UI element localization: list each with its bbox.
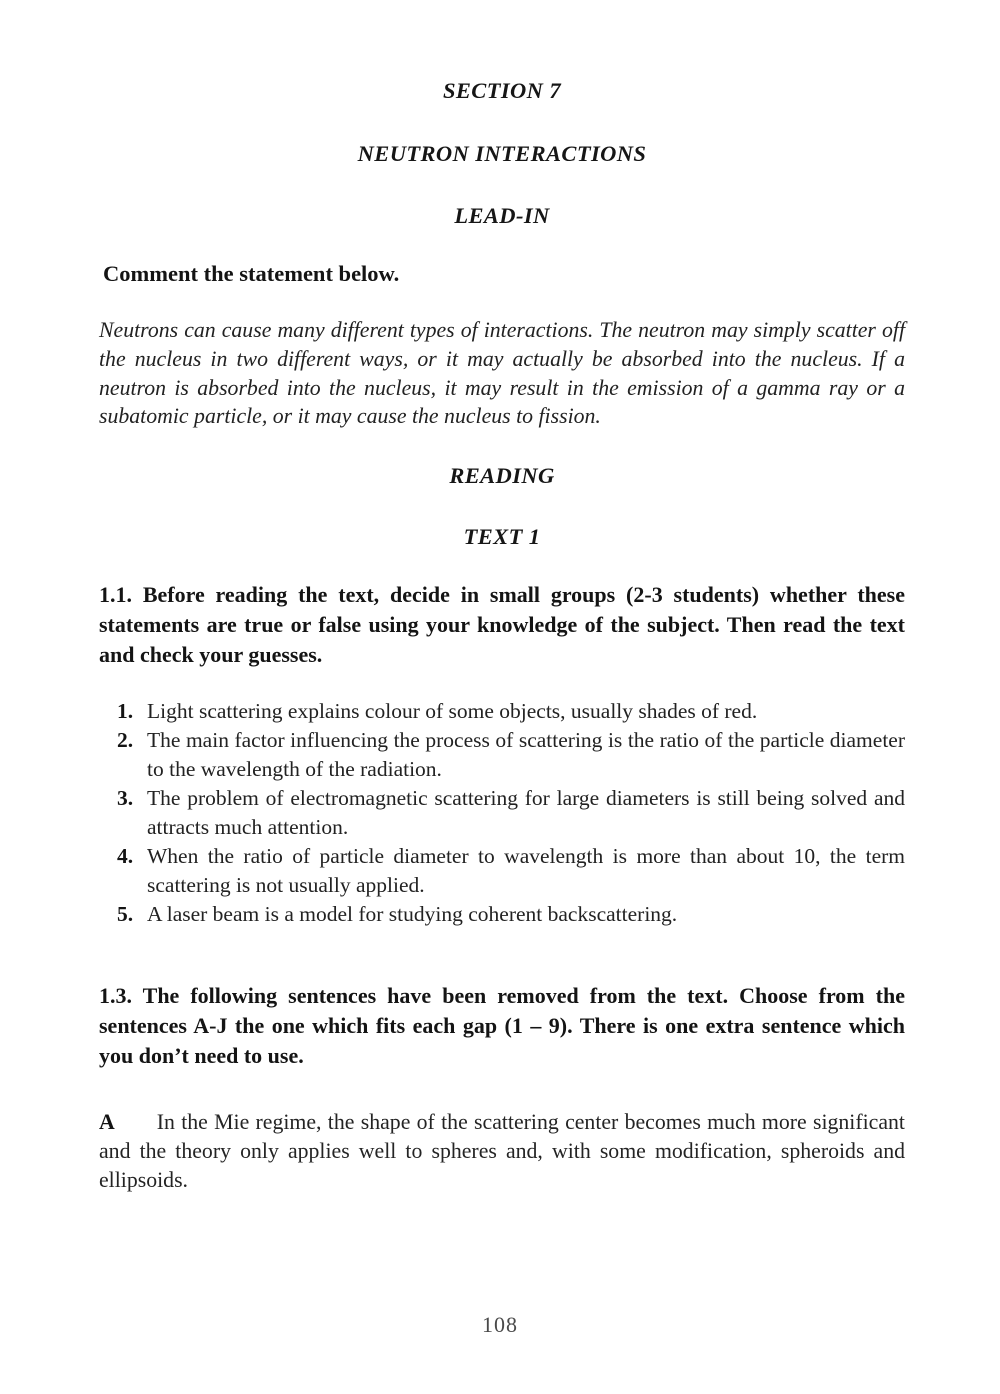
list-item-text: Light scattering explains colour of some objects, usually shades of red. bbox=[147, 699, 758, 724]
task-1-3-instructions: 1.3. The following sentences have been removed from the text. Choose from the sentences A-J the one which fits each gap (1 – 9). There is one extra sentence which you don’t need to use. bbox=[99, 983, 905, 1069]
list-item-number: 1. bbox=[117, 699, 134, 724]
text1-heading: TEXT 1 bbox=[463, 524, 541, 550]
list-item-text: A laser beam is a model for studying coherent backscattering. bbox=[147, 902, 678, 927]
list-item-text: The main factor influencing the process of scattering is the ratio of the particle diameter to the wavelength of the radiation. bbox=[147, 728, 905, 782]
page-number: 108 bbox=[482, 1312, 518, 1337]
list-item bbox=[115, 697, 905, 726]
sentence-option-a-label: A bbox=[99, 1110, 115, 1135]
reading-heading: READING bbox=[449, 463, 555, 489]
list-item bbox=[115, 726, 905, 784]
list-item-number: 5. bbox=[117, 902, 134, 927]
list-item-number: 3. bbox=[117, 786, 134, 811]
sentence-option-a bbox=[99, 1108, 905, 1195]
list-item-number: 4. bbox=[117, 844, 134, 869]
leadin-heading: LEAD-IN bbox=[454, 203, 550, 228]
statement-paragraph: Neutrons can cause many different types of interactions. The neutron may simply scatter off the nucleus in two different ways, or it may actually be absorbed into the nucleus. If a neutron is absorbed into the nucleus, it may result in the emission of a gamma ray or a subatomic particle, or it may cause the nucleus to fission. bbox=[99, 318, 905, 429]
list-item bbox=[115, 900, 905, 929]
list-item-text: When the ratio of particle diameter to wavelength is more than about 10, the term scattering is not usually applied. bbox=[147, 844, 905, 898]
sentence-option-a-text: In the Mie regime, the shape of the scattering center becomes much more significant and the theory only applies well to spheres and, with some modification, spheroids and ellipsoids. bbox=[99, 1110, 905, 1193]
chapter-title-heading: NEUTRON INTERACTIONS bbox=[357, 141, 647, 166]
list-item bbox=[115, 784, 905, 842]
statements-list bbox=[99, 697, 905, 929]
list-item-text: The problem of electromagnetic scattering for large diameters is still being solved and attracts much attention. bbox=[147, 786, 905, 840]
list-item-number: 2. bbox=[117, 728, 134, 753]
task-1-1-instructions: 1.1. Before reading the text, decide in small groups (2-3 students) whether these statements are true or false using your knowledge of the subject. Then read the text and check your guesses. bbox=[99, 582, 905, 668]
section-heading: SECTION 7 bbox=[442, 78, 561, 103]
comment-prompt: Comment the statement below. bbox=[103, 261, 400, 286]
list-item bbox=[115, 842, 905, 900]
